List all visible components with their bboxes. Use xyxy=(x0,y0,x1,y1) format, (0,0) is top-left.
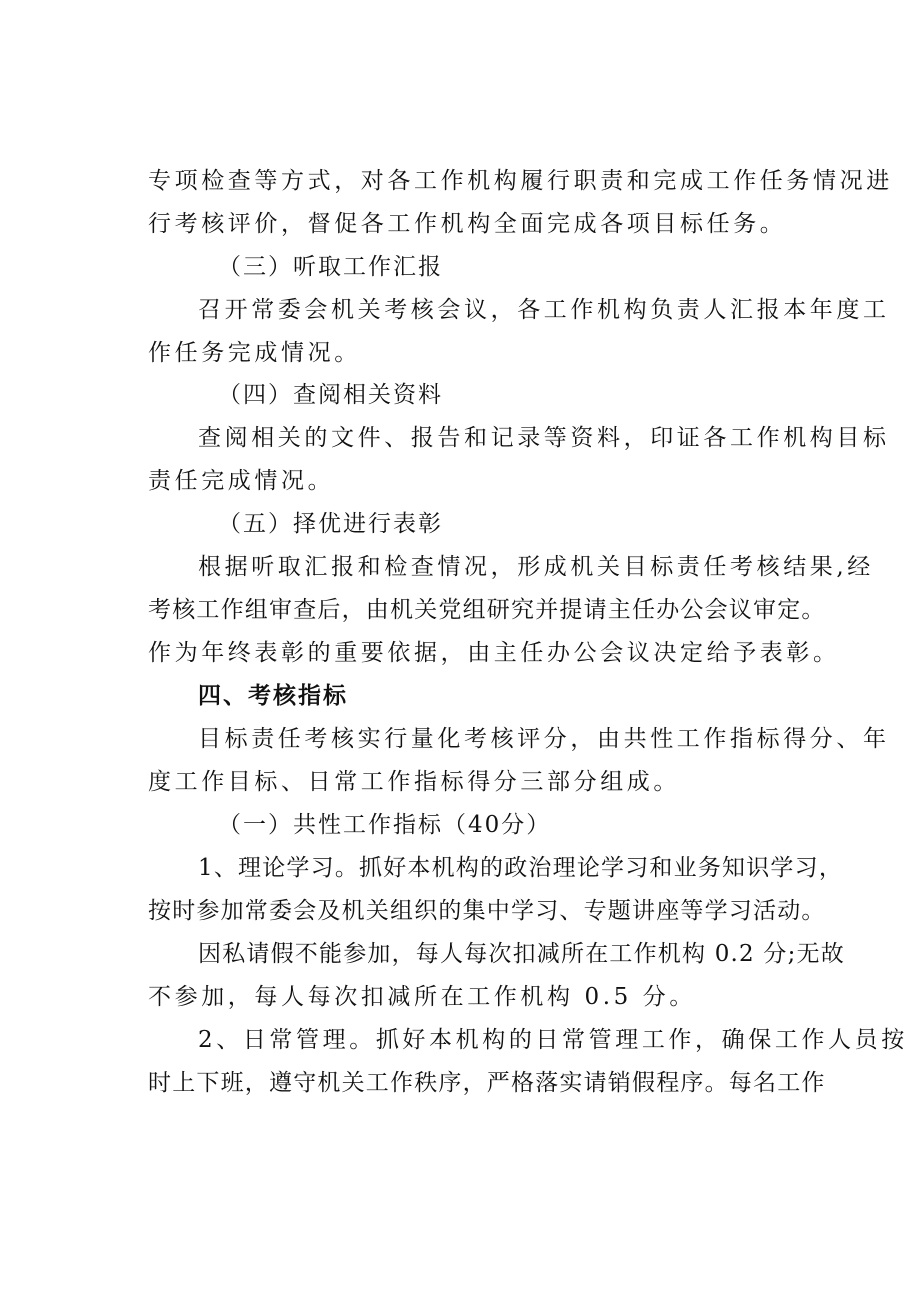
paragraph-first-line: 因私请假不能参加，每人每次扣减所在工作机构 0.2 分;无故 xyxy=(198,941,845,967)
subsection-heading: （三）听取工作汇报 xyxy=(218,254,443,280)
paragraph-first-line: 召开常委会机关考核会议，各工作机构负责人汇报本年度工 xyxy=(198,297,890,323)
body-text-line: 责任完成情况。 xyxy=(148,468,335,494)
body-text-line: 度工作目标、日常工作指标得分三部分组成。 xyxy=(148,769,680,795)
body-text-line: 行考核评价，督促各工作机构全面完成各项目标任务。 xyxy=(148,211,787,237)
section-heading: 四、考核指标 xyxy=(198,683,348,709)
paragraph-first-line: 1、理论学习。抓好本机构的政治理论学习和业务知识学习， xyxy=(198,855,844,881)
paragraph-first-line: 目标责任考核实行量化考核评分，由共性工作指标得分、年 xyxy=(198,726,890,752)
body-text-line: 按时参加常委会及机关组织的集中学习、专题讲座等学习活动。 xyxy=(148,898,826,924)
body-text-line: 考核工作组审查后，由机关党组研究并提请主任办公会议审定。 xyxy=(148,597,826,623)
paragraph-first-line: 2、日常管理。抓好本机构的日常管理工作，确保工作人员按 xyxy=(198,1027,908,1053)
subsection-heading: （五）择优进行表彰 xyxy=(218,511,443,537)
body-text-line: 时上下班，遵守机关工作秩序，严格落实请销假程序。每名工作 xyxy=(148,1070,826,1096)
paragraph-first-line: 根据听取汇报和检查情况，形成机关目标责任考核结果,经 xyxy=(198,554,874,580)
subsection-heading: （四）查阅相关资料 xyxy=(218,382,443,408)
paragraph-first-line: 查阅相关的文件、报告和记录等资料，印证各工作机构目标 xyxy=(198,425,890,451)
body-text-line: 专项检查等方式，对各工作机构履行职责和完成工作任务情况进 xyxy=(148,168,893,194)
body-text-line: 作任务完成情况。 xyxy=(148,340,361,366)
subsection-heading: （一）共性工作指标（40分） xyxy=(218,812,552,838)
body-text-line: 作为年终表彰的重要依据，由主任办公会议决定给予表彰。 xyxy=(148,640,840,666)
body-text-line: 不参加，每人每次扣减所在工作机构 0.5 分。 xyxy=(148,984,696,1010)
